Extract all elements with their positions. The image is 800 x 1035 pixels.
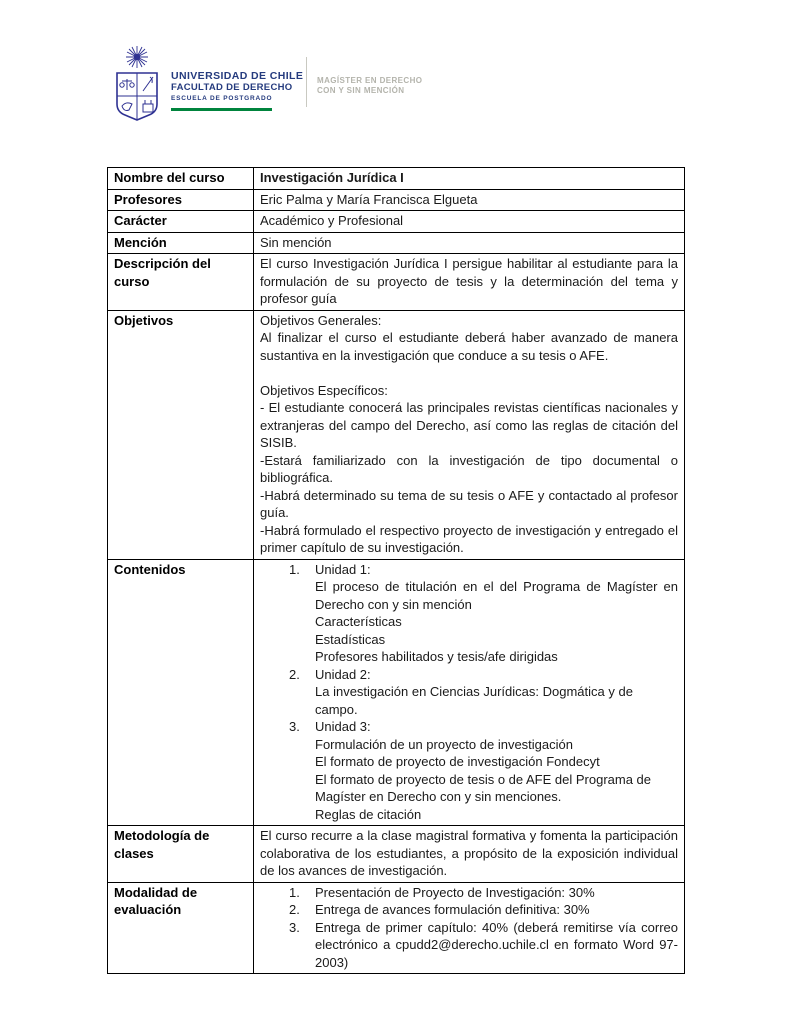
unidad-1-title: Unidad 1:: [315, 561, 371, 577]
program-line1: MAGÍSTER EN DERECHO: [317, 76, 423, 85]
unidad-2-item: [289, 666, 678, 719]
university-name: UNIVERSIDAD DE CHILE: [171, 70, 304, 82]
row-descripcion: [108, 254, 685, 311]
evaluacion-item-text: Entrega de avances formulación definitiva: 30%: [315, 902, 590, 917]
unidad-3-line: El formato de proyecto de investigación Fondecyt: [315, 754, 600, 769]
unidad-2-title: Unidad 2:: [315, 666, 371, 682]
unidad-1-line: El proceso de titulación en el del Programa de Magíster en Derecho con y sin mención: [315, 579, 678, 612]
row-contenidos: [108, 559, 685, 826]
label-modalidad: Modalidad de evaluación: [108, 882, 254, 974]
row-profesores: [108, 189, 685, 211]
value-profesores: Eric Palma y María Francisca Elgueta: [254, 189, 685, 211]
program-title: [317, 76, 422, 95]
unidad-3-body: [315, 718, 678, 823]
unidad-1-line: Estadísticas: [315, 631, 386, 647]
syllabus-table: [107, 167, 685, 974]
unidad-2-body: [315, 666, 678, 719]
value-descripcion: El curso Investigación Jurídica I persigue habilitar al estudiante para la formulación de su proyecto de tesis y la determinación del tema y profesor guía: [254, 254, 685, 311]
row-nombre: [108, 168, 685, 190]
value-objetivos: [254, 310, 685, 559]
header-divider: [306, 57, 307, 107]
label-objetivos: Objetivos: [108, 310, 254, 559]
unidad-3-number: 3.: [289, 719, 300, 734]
evaluacion-item-text: Entrega de primer capítulo: 40% (deberá remitirse vía correo electrónico a cpudd2@derecho.uchile.cl en formato Word 97-2003): [315, 919, 678, 970]
value-nombre: Investigación Jurídica I: [254, 168, 685, 190]
letterhead-text: [171, 44, 303, 122]
objetivo-especifico-item: -Estará familiarizado con la investigación de tipo documental o bibliográfica.: [260, 452, 678, 485]
faculty-name: FACULTAD DE DERECHO: [171, 82, 293, 93]
evaluacion-item-number: 1.: [289, 884, 300, 900]
label-caracter: Carácter: [108, 211, 254, 233]
evaluacion-item-number: 3.: [289, 919, 300, 935]
unidad-1-item: [289, 561, 678, 666]
value-contenidos: [254, 559, 685, 826]
label-metodologia: Metodología de clases: [108, 826, 254, 883]
evaluacion-item-number: 2.: [289, 902, 300, 917]
objetivo-especifico-item: -Habrá formulado el respectivo proyecto de investigación y entregado el primer capítulo de su investigación.: [260, 522, 678, 555]
objetivo-especifico-item: -Habrá determinado su tema de su tesis o AFE y contactado al profesor guía.: [260, 487, 678, 520]
objetivos-generales-title: Objetivos Generales:: [260, 312, 382, 328]
unidad-3-line: Formulación de un proyecto de investigación: [315, 736, 573, 752]
label-profesores: Profesores: [108, 189, 254, 211]
row-objetivos: [108, 310, 685, 559]
unidad-1-line: Características: [315, 614, 402, 629]
row-mencion: [108, 232, 685, 254]
unidad-2-number: 2.: [289, 666, 300, 682]
evaluacion-item: [289, 919, 678, 972]
label-mencion: Mención: [108, 232, 254, 254]
unidad-3-item: [289, 718, 678, 823]
school-name: ESCUELA DE POSTGRADO: [171, 95, 273, 102]
unidad-1-body: [315, 561, 678, 666]
university-logo-icon: [112, 44, 162, 122]
unidad-3-line: El formato de proyecto de tesis o de AFE del Programa de Magíster en Derecho con y sin menciones.: [315, 771, 652, 804]
row-metodologia: [108, 826, 685, 883]
label-descripcion: Descripción del curso: [108, 254, 254, 311]
objetivos-especificos-title: Objetivos Específicos:: [260, 382, 388, 398]
value-caracter: Académico y Profesional: [254, 211, 685, 233]
unidad-3-title: Unidad 3:: [315, 719, 371, 734]
value-metodologia: El curso recurre a la clase magistral formativa y fomenta la participación colaborativa de los estudiantes, a propósito de la exposición individual de los avances de investigación.: [254, 826, 685, 883]
starburst-icon: [126, 46, 148, 68]
objetivo-especifico-item: - El estudiante conocerá las principales revistas científicas nacionales y extranjeras del campo del Derecho, así como las reglas de citación del SISIB.: [260, 400, 678, 450]
row-modalidad: [108, 882, 685, 974]
green-rule: [171, 108, 272, 111]
row-caracter: [108, 211, 685, 233]
unidad-3-line: Reglas de citación: [315, 806, 422, 822]
unidad-2-line: La investigación en Ciencias Jurídicas: Dogmática y de campo.: [315, 684, 633, 717]
label-nombre: Nombre del curso: [108, 168, 254, 190]
program-line2: CON Y SIN MENCIÓN: [317, 85, 405, 95]
evaluacion-item-text: Presentación de Proyecto de Investigación: 30%: [315, 884, 595, 900]
label-contenidos: Contenidos: [108, 559, 254, 826]
unidad-1-line: Profesores habilitados y tesis/afe dirigidas: [315, 649, 558, 664]
blank-line: [260, 364, 678, 382]
unidad-1-number: 1.: [289, 561, 300, 577]
value-mencion: Sin mención: [254, 232, 685, 254]
shield-icon: [117, 73, 157, 120]
evaluacion-item: [289, 884, 678, 902]
evaluacion-item: [289, 901, 678, 919]
letterhead: [112, 44, 303, 122]
value-modalidad: [254, 882, 685, 974]
objetivos-generales-text: Al finalizar el curso el estudiante deberá haber avanzado de manera sustantiva en la investigación que conduce a su tesis o AFE.: [260, 330, 678, 363]
